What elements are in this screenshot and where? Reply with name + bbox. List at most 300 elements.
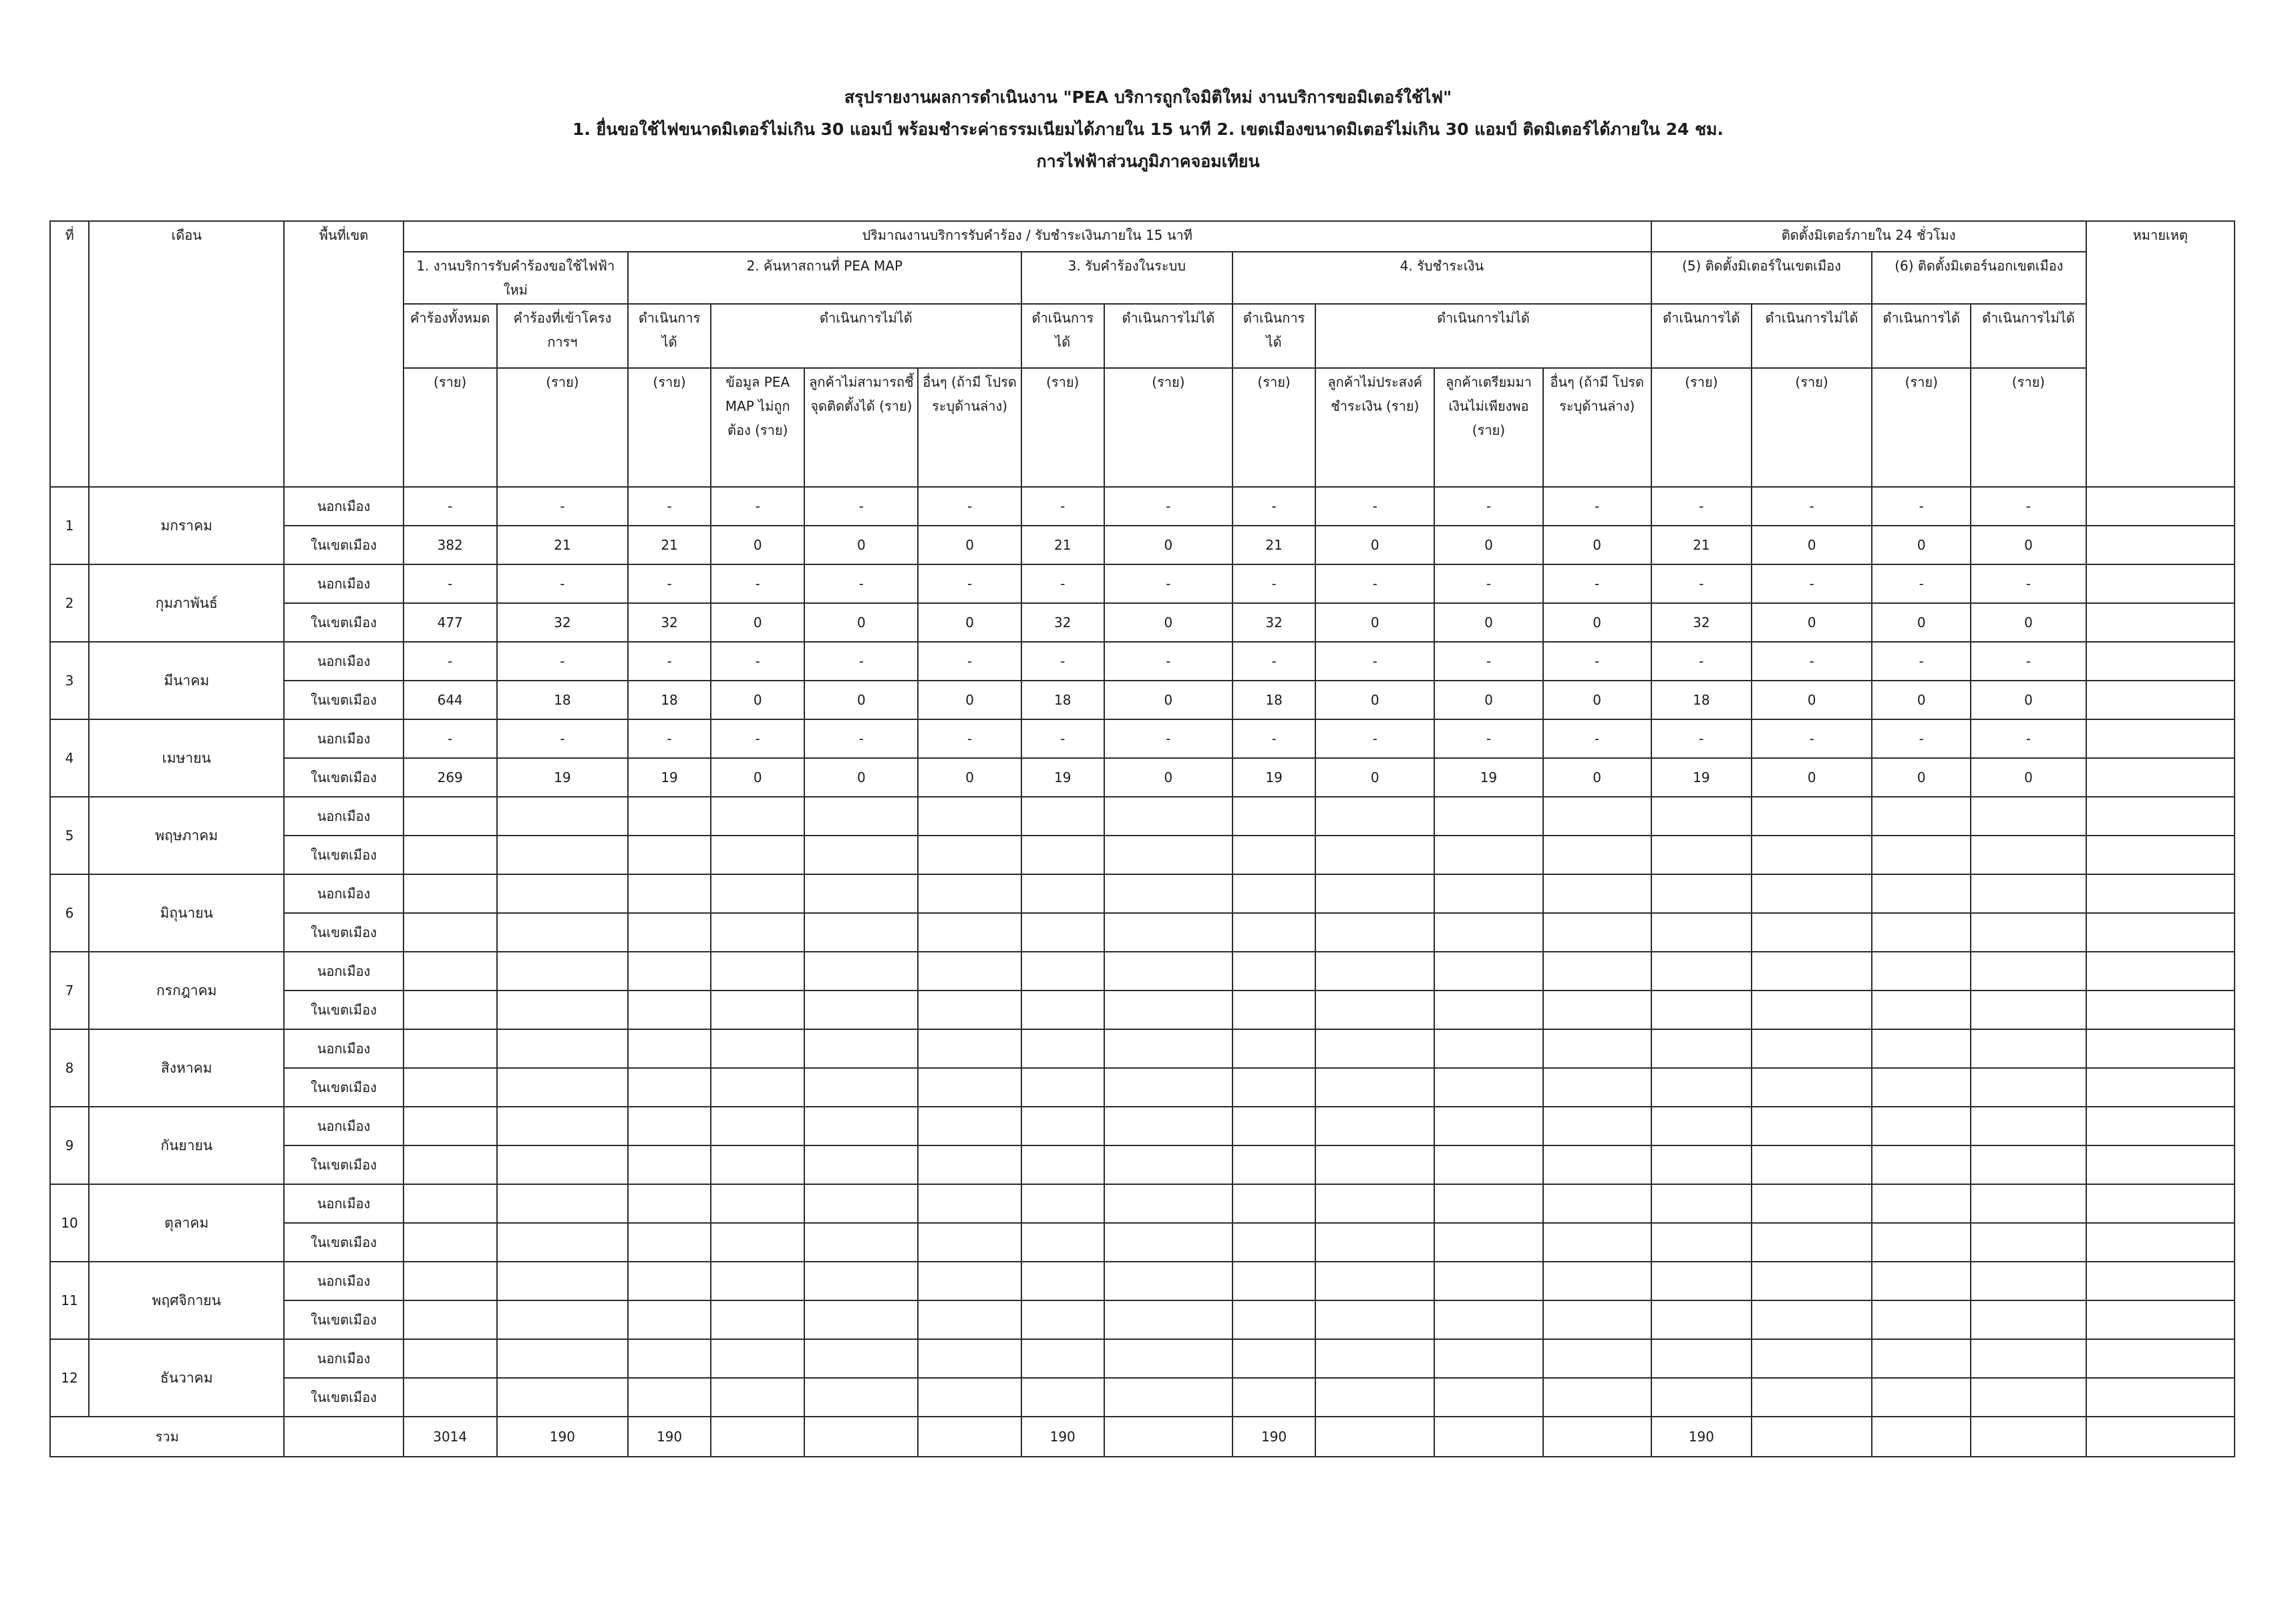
data-cell [1233,836,1315,874]
data-cell [1651,1145,1752,1184]
data-cell: - [1651,719,1752,758]
table-row [50,1029,2235,1068]
data-cell [804,1107,918,1145]
sec4-header: 4. รับชำระเงิน [1233,252,1651,304]
s2-done-header: ดำเนินการได้ [628,304,711,368]
data-cell [1315,874,1434,913]
data-cell [918,874,1021,913]
area-label: ในเขตเมือง [284,1300,403,1339]
data-cell [1104,1223,1233,1262]
data-cell: - [1971,487,2086,526]
month-name: กรกฎาคม [89,952,284,1029]
data-cell: - [1651,642,1752,681]
table-row [50,1300,2235,1339]
data-cell [1752,913,1872,952]
data-cell: 19 [1233,758,1315,797]
data-cell: - [1021,487,1104,526]
report-body [50,487,2235,1457]
data-cell [1752,1223,1872,1262]
area-label: นอกเมือง [284,1262,403,1300]
data-cell [403,1107,497,1145]
data-cell: 21 [1233,526,1315,564]
remark-cell [2086,991,2235,1029]
area-label: นอกเมือง [284,1339,403,1378]
data-cell [1872,1145,1971,1184]
s4-not-done-header: ดำเนินการไม่ได้ [1315,304,1651,368]
data-cell [918,1029,1021,1068]
table-row [50,1339,2235,1378]
data-cell [497,1300,628,1339]
month-name: ตุลาคม [89,1184,284,1262]
table-row [50,1184,2235,1223]
data-cell [1752,1262,1872,1300]
data-cell [1104,1107,1233,1145]
data-cell: 21 [1021,526,1104,564]
data-cell [628,1068,711,1107]
remark-cell [2086,952,2235,991]
data-cell [918,1223,1021,1262]
data-cell: - [918,719,1021,758]
data-cell: - [1434,487,1542,526]
table-row [50,952,2235,991]
total-cell [1104,1417,1233,1457]
data-cell [1021,836,1104,874]
remark-cell [2086,836,2235,874]
data-cell [403,991,497,1029]
data-cell [1651,1300,1752,1339]
row-number: 2 [50,564,89,642]
data-cell [628,913,711,952]
data-cell [711,1378,804,1417]
data-cell [497,797,628,836]
data-cell: - [711,564,804,603]
data-cell: - [1543,719,1651,758]
data-cell: - [918,642,1021,681]
data-cell: 0 [918,526,1021,564]
data-cell [918,1068,1021,1107]
data-cell [1543,952,1651,991]
data-cell: - [1233,564,1315,603]
data-cell [1543,1145,1651,1184]
data-cell: - [711,719,804,758]
s2-nd-data-header: ข้อมูล PEA MAP ไม่ถูกต้อง (ราย) [711,368,804,487]
data-cell [1971,1223,2086,1262]
data-cell [1104,1029,1233,1068]
unit-header: (ราย) [1651,368,1752,487]
total-cell: 190 [628,1417,711,1457]
row-number: 11 [50,1262,89,1339]
data-cell [497,1184,628,1223]
data-cell [804,1029,918,1068]
data-cell: 0 [1872,681,1971,719]
data-cell [1651,836,1752,874]
s5-done-header: ดำเนินการได้ [1651,304,1752,368]
data-cell [403,874,497,913]
data-cell [628,1029,711,1068]
data-cell [1021,1339,1104,1378]
data-cell: - [628,719,711,758]
data-cell [804,991,918,1029]
data-cell: 0 [1872,758,1971,797]
data-cell [1434,1068,1542,1107]
area-label: นอกเมือง [284,642,403,681]
data-cell: 0 [1315,603,1434,642]
data-cell [1104,836,1233,874]
data-cell [711,1184,804,1223]
data-cell: 18 [1651,681,1752,719]
data-cell: - [1021,564,1104,603]
data-cell [497,1145,628,1184]
s3-not-done-header: ดำเนินการไม่ได้ [1104,304,1233,368]
table-row [50,642,2235,681]
data-cell: 0 [1315,526,1434,564]
data-cell [804,836,918,874]
data-cell [711,991,804,1029]
data-cell [403,913,497,952]
total-cell [1543,1417,1651,1457]
sec5-header: (5) ติดตั้งมิเตอร์ในเขตเมือง [1651,252,1872,304]
data-cell: - [1434,564,1542,603]
data-cell [1971,913,2086,952]
total-cell: 3014 [403,1417,497,1457]
data-cell [1971,991,2086,1029]
month-name: มกราคม [89,487,284,564]
data-cell [1315,1145,1434,1184]
data-cell [1971,1262,2086,1300]
data-cell: 0 [1104,526,1233,564]
total-cell: 190 [1233,1417,1315,1457]
data-cell [711,1300,804,1339]
data-cell: 0 [1104,603,1233,642]
data-cell [918,1145,1021,1184]
area-label: นอกเมือง [284,1107,403,1145]
data-cell [1104,952,1233,991]
col-remark-header: หมายเหตุ [2086,221,2235,487]
data-cell: 0 [711,681,804,719]
remark-cell [2086,1029,2235,1068]
data-cell [1971,952,2086,991]
data-cell [403,1378,497,1417]
table-row [50,1223,2235,1262]
data-cell: 0 [804,603,918,642]
data-cell [1971,797,2086,836]
table-row [50,487,2235,526]
data-cell [1021,991,1104,1029]
data-cell [1104,1378,1233,1417]
month-name: เมษายน [89,719,284,797]
data-cell: - [1315,719,1434,758]
data-cell [1104,1339,1233,1378]
sec6-header: (6) ติดตั้งมิเตอร์นอกเขตเมือง [1872,252,2086,304]
data-cell: - [1104,487,1233,526]
area-label: นอกเมือง [284,719,403,758]
unit-header: (ราย) [1872,368,1971,487]
data-cell [1971,874,2086,913]
table-row [50,991,2235,1029]
data-cell [711,1107,804,1145]
data-cell [628,1378,711,1417]
data-cell [403,1184,497,1223]
report-header [0,81,2296,178]
data-cell [1233,913,1315,952]
s3-done-header: ดำเนินการได้ [1021,304,1104,368]
s4-nd-other-header: อื่นๆ (ถ้ามี โปรดระบุด้านล่าง) [1543,368,1651,487]
data-cell [1233,874,1315,913]
unit-header: (ราย) [628,368,711,487]
data-cell: 0 [1752,681,1872,719]
data-cell [403,1145,497,1184]
data-cell [804,1223,918,1262]
data-cell: - [1434,642,1542,681]
group-15min-header: ปริมาณงานบริการรับคำร้อง / รับชำระเงินภายใน 15 นาที [403,221,1651,252]
table-row [50,681,2235,719]
data-cell [918,1184,1021,1223]
month-name: มีนาคม [89,642,284,719]
data-cell [711,797,804,836]
total-cell [1434,1417,1542,1457]
total-cell [1872,1417,1971,1457]
total-cell [918,1417,1021,1457]
data-cell: 0 [1315,758,1434,797]
area-label: นอกเมือง [284,952,403,991]
data-cell [1434,1339,1542,1378]
data-cell: - [1315,487,1434,526]
data-cell: 382 [403,526,497,564]
s4-nd-no-pay-header: ลูกค้าไม่ประสงค์ชำระเงิน (ราย) [1315,368,1434,487]
row-number: 4 [50,719,89,797]
data-cell [1651,913,1752,952]
data-cell [1543,1068,1651,1107]
remark-cell [2086,1107,2235,1145]
data-cell: - [1872,564,1971,603]
data-cell [497,1339,628,1378]
data-cell: - [497,564,628,603]
data-cell [711,913,804,952]
data-cell [628,1107,711,1145]
data-cell: 0 [1315,681,1434,719]
data-cell [1752,797,1872,836]
data-cell [1651,874,1752,913]
area-label: ในเขตเมือง [284,603,403,642]
data-cell [628,874,711,913]
remark-cell [2086,1262,2235,1300]
data-cell [1233,1378,1315,1417]
data-cell: 0 [918,758,1021,797]
data-cell [1651,1223,1752,1262]
data-cell: 18 [1233,681,1315,719]
report-organization: การไฟฟ้าส่วนภูมิภาคจอมเทียน [1036,152,1260,171]
area-label: ในเขตเมือง [284,1145,403,1184]
data-cell: - [1021,642,1104,681]
data-cell: - [497,719,628,758]
data-cell [1434,874,1542,913]
data-cell [1752,1029,1872,1068]
data-cell [628,1262,711,1300]
report-table [49,220,2235,1457]
data-cell [497,1378,628,1417]
remark-cell [2086,758,2235,797]
data-cell [497,1107,628,1145]
table-row [50,874,2235,913]
data-cell [1104,1068,1233,1107]
remark-cell [2086,719,2235,758]
data-cell: - [1752,487,1872,526]
data-cell [1543,913,1651,952]
remark-cell [2086,681,2235,719]
data-cell [804,1184,918,1223]
data-cell [918,836,1021,874]
data-cell [1651,991,1752,1029]
data-cell: - [1233,719,1315,758]
data-cell: - [1104,719,1233,758]
data-cell [1752,952,1872,991]
data-cell [1434,1378,1542,1417]
data-cell: 0 [1434,681,1542,719]
data-cell: - [1872,719,1971,758]
total-label: รวม [50,1417,284,1457]
data-cell: 0 [804,526,918,564]
data-cell: - [711,487,804,526]
total-cell: 190 [1651,1417,1752,1457]
s4-nd-not-enough-header: ลูกค้าเตรียมมาเงินไม่เพียงพอ (ราย) [1434,368,1542,487]
data-cell [1434,991,1542,1029]
data-cell [1021,913,1104,952]
data-cell [1872,1262,1971,1300]
data-cell [1021,1223,1104,1262]
data-cell [1021,1107,1104,1145]
table-row [50,1068,2235,1107]
data-cell [628,797,711,836]
total-cell [1315,1417,1434,1457]
col-area-header: พื้นที่เขต [284,221,403,487]
remark-cell [2086,1300,2235,1339]
data-cell: 32 [1233,603,1315,642]
data-cell [711,1223,804,1262]
unit-header: (ราย) [1233,368,1315,487]
row-number: 5 [50,797,89,874]
data-cell: 32 [497,603,628,642]
data-cell: - [403,487,497,526]
total-cell [711,1417,804,1457]
data-cell [1434,1223,1542,1262]
area-label: ในเขตเมือง [284,1068,403,1107]
col-no-header: ที่ [50,221,89,487]
data-cell [403,797,497,836]
data-cell: - [1971,642,2086,681]
data-cell: - [628,564,711,603]
s4-done-header: ดำเนินการได้ [1233,304,1315,368]
sec2-header: 2. ค้นหาสถานที่ PEA MAP [628,252,1021,304]
area-label: ในเขตเมือง [284,991,403,1029]
data-cell [1434,1107,1542,1145]
data-cell: - [1971,719,2086,758]
data-cell: - [918,487,1021,526]
data-cell [1543,1184,1651,1223]
table-row [50,564,2235,603]
data-cell [1233,1262,1315,1300]
data-cell [1233,1107,1315,1145]
unit-header: (ราย) [1971,368,2086,487]
total-area-cell [284,1417,403,1457]
data-cell [804,913,918,952]
data-cell: - [1104,564,1233,603]
table-row [50,1107,2235,1145]
s1-in-project-header: คำร้องที่เข้าโครงการฯ [497,304,628,368]
remark-cell [2086,797,2235,836]
data-cell: 21 [628,526,711,564]
table-row [50,913,2235,952]
unit-header: (ราย) [497,368,628,487]
data-cell: 32 [1021,603,1104,642]
data-cell [1021,797,1104,836]
data-cell [1021,874,1104,913]
data-cell [918,797,1021,836]
data-cell: 0 [1752,526,1872,564]
data-cell: - [1021,719,1104,758]
s2-not-done-header: ดำเนินการไม่ได้ [711,304,1021,368]
row-number: 3 [50,642,89,719]
data-cell: 19 [628,758,711,797]
row-number: 6 [50,874,89,952]
data-cell [1971,836,2086,874]
data-cell [1233,1339,1315,1378]
data-cell [1021,1262,1104,1300]
sec3-header: 3. รับคำร้องในระบบ [1021,252,1233,304]
table-row [50,1145,2235,1184]
data-cell: 32 [628,603,711,642]
data-cell: 0 [1752,758,1872,797]
data-cell [1315,1223,1434,1262]
data-cell [1543,1223,1651,1262]
data-cell: - [1971,564,2086,603]
data-cell [403,1262,497,1300]
s2-nd-other-header: อื่นๆ (ถ้ามี โปรดระบุด้านล่าง) [918,368,1021,487]
data-cell [628,1339,711,1378]
area-label: ในเขตเมือง [284,681,403,719]
data-cell [1021,1184,1104,1223]
total-cell: 190 [497,1417,628,1457]
data-cell [1104,797,1233,836]
report-title: สรุปรายงานผลการดำเนินงาน "PEA บริการถูกใจมิติใหม่ งานบริการขอมิเตอร์ใช้ไฟ" [844,87,1452,107]
data-cell: 0 [918,681,1021,719]
data-cell [1872,1378,1971,1417]
data-cell [1971,1107,2086,1145]
remark-cell [2086,1068,2235,1107]
data-cell [1315,991,1434,1029]
data-cell: 19 [497,758,628,797]
data-cell [918,952,1021,991]
data-cell [1872,991,1971,1029]
data-cell: - [1651,564,1752,603]
unit-header: (ราย) [1752,368,1872,487]
remark-cell [2086,1184,2235,1223]
area-label: ในเขตเมือง [284,526,403,564]
unit-header: (ราย) [403,368,497,487]
data-cell: - [804,564,918,603]
data-cell: - [1543,642,1651,681]
remark-cell [2086,1378,2235,1417]
data-cell [1651,1262,1752,1300]
data-cell [1434,952,1542,991]
data-cell: - [497,487,628,526]
data-cell [1971,1029,2086,1068]
data-cell [1315,1339,1434,1378]
data-cell [628,991,711,1029]
group-24h-header: ติดตั้งมิเตอร์ภายใน 24 ชั่วโมง [1651,221,2086,252]
data-cell [1233,1029,1315,1068]
data-cell: 0 [1971,603,2086,642]
area-label: ในเขตเมือง [284,913,403,952]
